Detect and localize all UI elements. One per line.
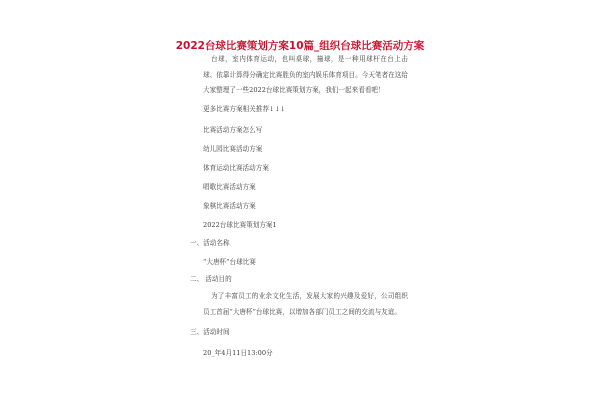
link-item-1[interactable]: 比赛活动方案怎么写 [203,126,263,134]
activity-name-text: “大唐杯”台球比赛 [203,258,256,266]
activity-time-text: 20_年4月11日13:00分 [203,349,273,357]
link-item-4[interactable]: 唱歌比赛活动方案 [203,183,256,191]
link-item-3[interactable]: 体育运动比赛活动方案 [203,164,269,172]
link-item-2[interactable]: 幼儿园比赛活动方案 [203,145,263,153]
heading-activity-name: 一、活动名称 [190,239,230,247]
heading-activity-purpose: 二、 活动目的 [190,275,232,283]
more-recommend-text: 更多比赛方案相关推荐↓↓↓ [203,105,286,113]
section-title: 2022台球比赛策划方案1 [203,221,277,229]
link-item-5[interactable]: 象棋比赛活动方案 [203,202,256,210]
purpose-paragraph: 为了丰富员工的业余文化生活，发展大家的兴趣及爱好，公司组织员工首届“大唐杯”台球比赛，以增加各部门员工之间的交流与友谊。 [203,292,408,316]
page-title: 2022台球比赛策划方案10篇_组织台球比赛活动方案 [175,40,425,52]
heading-activity-time: 三、活动时间 [190,328,230,336]
intro-paragraph: 台球，室内体育运动，也叫桌球，撞球，是一种用球杆在台上击球、依靠计算得分确定比赛胜负的室内娱乐体育项目。今天笔者在这给大家整理了一些2022台球比赛策划方案，我们一起来看看吧！ [203,55,408,94]
